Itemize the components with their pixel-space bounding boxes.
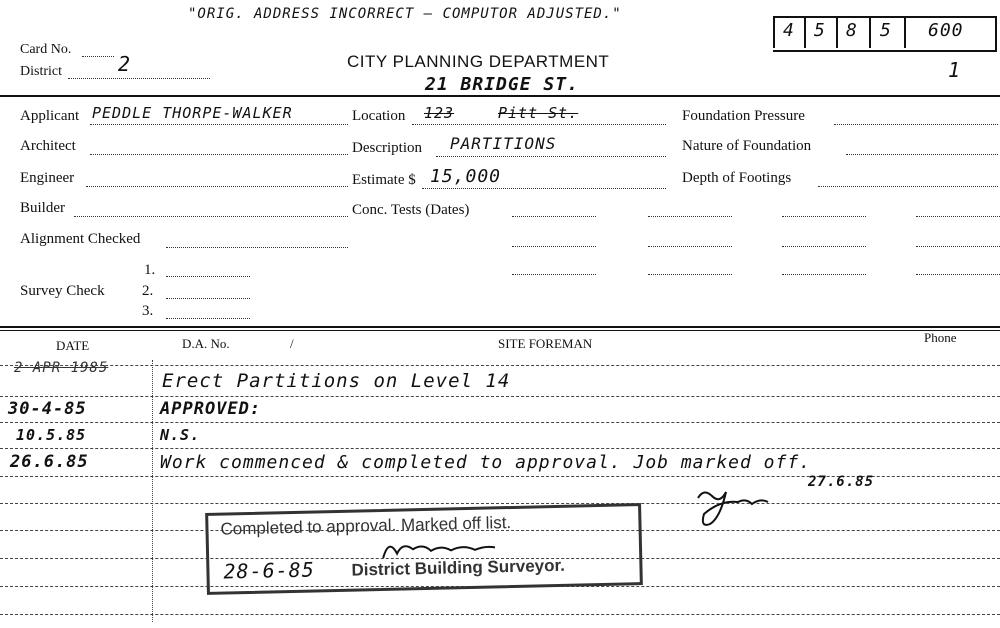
depth-of-footings-label: Depth of Footings	[682, 170, 792, 186]
survey-check-label: Survey Check	[20, 283, 105, 299]
ref-digit: 5	[814, 20, 826, 41]
description-label: Description	[352, 140, 422, 156]
district-label: District	[20, 64, 62, 79]
estimate-value: 15,000	[430, 166, 502, 187]
signature-scribble-icon	[690, 478, 810, 538]
stamp-date: 28-6-85	[223, 557, 316, 584]
conc-tests-label: Conc. Tests (Dates)	[352, 202, 470, 218]
log-row-date: 30-4-85	[8, 399, 87, 419]
ref-digit: 4	[783, 20, 795, 41]
stamp-line-2: District Building Surveyor.	[351, 555, 566, 580]
location-struck-number: 123	[424, 104, 455, 122]
approval-stamp	[205, 503, 643, 595]
stamp-line-1: Completed to approval. Marked off list.	[220, 513, 512, 539]
log-row-text: APPROVED:	[160, 399, 262, 419]
log-row-date: 10.5.85	[16, 426, 87, 444]
phone-column-header: Phone	[924, 330, 957, 345]
foundation-pressure-label: Foundation Pressure	[682, 108, 805, 124]
log-row-text: Erect Partitions on Level 14	[162, 370, 511, 392]
location-struck-street: Pitt St.	[498, 104, 579, 122]
ref-sub-number: 1	[948, 58, 962, 82]
da-no-column-header: D.A. No.	[182, 336, 230, 351]
architect-label: Architect	[20, 138, 76, 154]
log-row-text: N.S.	[160, 426, 201, 444]
description-value: PARTITIONS	[450, 134, 557, 153]
log-row-date: 26.6.85	[10, 452, 89, 472]
alignment-checked-label: Alignment Checked	[20, 231, 141, 247]
survey-num: 3.	[142, 303, 154, 319]
survey-num: 1.	[144, 262, 156, 278]
top-handwritten-note: "ORIG. ADDRESS INCORRECT — COMPUTOR ADJUSTED."	[188, 6, 622, 22]
survey-num: 2.	[142, 283, 154, 299]
estimate-label: Estimate $	[352, 172, 416, 188]
engineer-label: Engineer	[20, 170, 75, 186]
date-column-header: DATE	[56, 338, 90, 353]
card-no-label: Card No.	[20, 42, 72, 57]
district-value: 2	[118, 52, 132, 76]
log-row-text: Work commenced & completed to approval. Job marked off.	[160, 452, 812, 473]
builder-label: Builder	[20, 200, 65, 216]
nature-of-foundation-label: Nature of Foundation	[682, 138, 812, 154]
location-label: Location	[352, 108, 406, 124]
ref-digit: 8	[846, 20, 858, 41]
page-title: CITY PLANNING DEPARTMENT	[347, 52, 610, 71]
location-corrected: 21 BRIDGE ST.	[425, 74, 579, 95]
applicant-value: PEDDLE THORPE-WALKER	[92, 104, 293, 122]
ref-number: 600	[928, 20, 964, 41]
applicant-label: Applicant	[20, 108, 80, 124]
signature-date: 27.6.85	[808, 474, 875, 490]
da-no-slash: /	[290, 336, 294, 351]
log-row-date: 2 APR 1985	[14, 360, 109, 376]
ref-digit: 5	[880, 20, 892, 41]
site-foreman-column-header: SITE FOREMAN	[498, 336, 593, 351]
